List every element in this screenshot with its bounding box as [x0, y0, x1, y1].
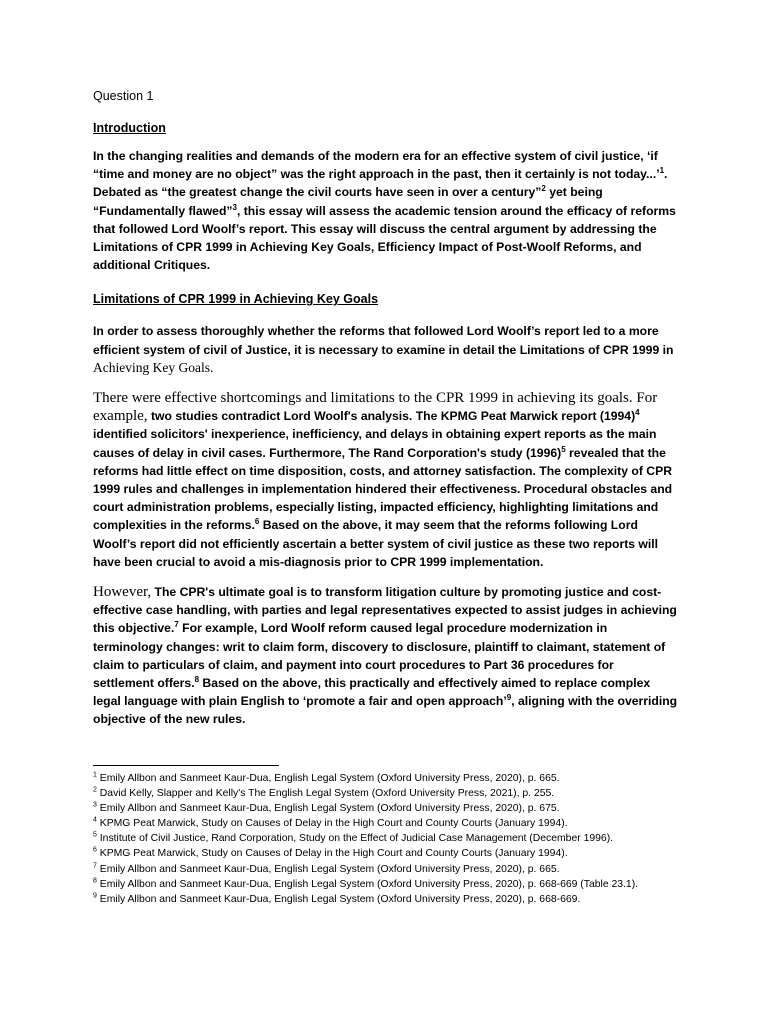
cpr-goal-paragraph: [93, 583, 678, 729]
cpr-goal-text-4: , aligning with the overriding objective of the new rules.: [93, 694, 678, 727]
intro-text-1: In the changing realities and demands of the modern era for an effective system of civil justice, ‘if “time and money are no object” was the right approach in the past, then it certainly is not today...’: [93, 149, 660, 182]
question-label: Question 1: [93, 89, 154, 103]
footnote-number: 8: [93, 877, 97, 885]
footnote-number: 1: [93, 771, 97, 779]
shortcomings-text-4: Based on the above, it may seem that the reforms following Lord Woolf’s report did not efficiently ascertain a better system of civil justice as these two reports will have been crucial to avoid a mis-diagnosis prior to CPR 1999 implementation.: [93, 518, 659, 569]
footnote-text: David Kelly, Slapper and Kelly's The English Legal System (Oxford University Press, 2021), p. 255.: [96, 788, 555, 800]
intro-text-4: , this essay will assess the academic tension around the efficacy of reforms that followed Lord Woolf’s report. This essay will discuss the central argument by addressing the Limitations of CPR 1999 in Achieving Key Goals, Efficiency Impact of Post-Woolf Reforms, and additional Critiques.: [93, 203, 676, 273]
intro-text-3: yet being “Fundamentally flawed”: [93, 185, 603, 218]
introduction-paragraph: [93, 147, 678, 274]
footnote-ref-1: 1: [659, 166, 665, 176]
cpr-goal-text-1: The CPR's ultimate goal is to transform litigation culture by promoting justice and cost-effective case handling, with parties and legal representatives expected to assist judges in achieving this objective.: [93, 585, 677, 636]
footnote-item: [93, 892, 678, 907]
footnote-ref-5: 5: [561, 444, 566, 454]
limitations-heading: Limitations of CPR 1999 in Achieving Key Goals: [93, 292, 379, 307]
footnote-number: 9: [93, 892, 97, 900]
footnote-text: Emily Allbon and Sanmeet Kaur-Dua, English Legal System (Oxford University Press, 2020), p. 665.: [96, 773, 560, 784]
shortcomings-text-3: revealed that the reforms had little effect on time disposition, costs, and attorney satisfaction. The complexity of CPR 1999 rules and challenges in implementation hindered their effectiveness. Procedural obstacles and court administration problems, especially listing, impacted efficiency, highlighting limitations and complexities in the reforms.: [93, 445, 673, 533]
document-body: [93, 87, 678, 741]
footnote-number: 5: [93, 831, 97, 839]
footnote-separator: [93, 765, 279, 766]
footnote-item: [93, 801, 678, 816]
limitations-intro-tail: Achieving Key Goals.: [93, 359, 214, 375]
shortcomings-paragraph: [93, 389, 678, 571]
limitations-intro-text: In order to assess thoroughly whether the reforms that followed Lord Woolf’s report led to a more efficient system of civil of Justice, it is necessary to examine in detail the Limitations of CPR 1999 in: [93, 324, 674, 357]
footnote-text: Emily Allbon and Sanmeet Kaur-Dua, English Legal System (Oxford University Press, 2020), p. 665.: [96, 863, 560, 875]
footnote-number: 6: [93, 847, 97, 854]
footnote-number: 2: [93, 786, 97, 794]
footnote-item: [93, 877, 678, 892]
shortcomings-lead: There were effective shortcomings and limitations to the CPR 1999 in achieving its goals. For example,: [93, 390, 658, 425]
introduction-heading: Introduction: [93, 121, 166, 135]
footnote-ref-7: 7: [174, 620, 179, 630]
cpr-goal-lead: However,: [93, 584, 152, 601]
footnote-ref-4: 4: [635, 408, 640, 418]
footnote-item: [93, 831, 678, 846]
footnote-text: KPMG Peat Marwick, Study on Causes of Delay in the High Court and County Courts (January 1994).: [96, 848, 568, 860]
footnote-ref-8: 8: [194, 675, 200, 685]
cpr-goal-text-2: For example, Lord Woolf reform caused legal procedure modernization in terminology changes: writ to claim form, discovery to disclosure, plaintiff to claimant, statement of claim to particulars of claim, and payment into court procedures to Part 36 procedures for settlement offers.: [93, 621, 666, 691]
footnote-item: [93, 846, 678, 861]
footnote-number: 4: [93, 816, 97, 824]
footnotes-section: [93, 771, 678, 907]
footnote-ref-3: 3: [232, 202, 237, 212]
footnote-item: [93, 816, 678, 831]
footnote-item: [93, 862, 678, 877]
footnote-text: Institute of Civil Justice, Rand Corporation, Study on the Effect of Judicial Case Management (December 1996).: [96, 833, 614, 845]
footnote-text: Emily Allbon and Sanmeet Kaur-Dua, English Legal System (Oxford University Press, 2020), p. 668-669.: [96, 893, 581, 905]
footnote-number: 3: [93, 801, 97, 809]
footnote-number: 7: [93, 862, 97, 870]
intro-text-2: . Debated as “the greatest change the civil courts have seen in over a century”: [93, 167, 668, 200]
limitations-intro-paragraph: [93, 322, 678, 377]
footnote-text: KPMG Peat Marwick, Study on Causes of Delay in the High Court and County Courts (January 1994).: [96, 818, 568, 830]
footnote-text: Emily Allbon and Sanmeet Kaur-Dua, English Legal System (Oxford University Press, 2020), p. 668-669 (Table 23.1).: [96, 878, 639, 890]
footnote-ref-9: 9: [506, 693, 512, 703]
footnote-text: Emily Allbon and Sanmeet Kaur-Dua, English Legal System (Oxford University Press, 2020), p. 675.: [96, 803, 560, 815]
footnote-ref-6: 6: [254, 517, 260, 527]
cpr-goal-text-3: Based on the above, this practically and effectively aimed to replace complex legal language with plain English to ‘promote a fair and open approach’: [93, 676, 651, 709]
footnote-ref-2: 2: [541, 184, 546, 194]
shortcomings-text-2: identified solicitors' inexperience, inefficiency, and delays in obtaining expert reports as the main causes of delay in civil cases. Furthermore, The Rand Corporation's study (1996): [93, 427, 657, 460]
footnote-item: [93, 786, 678, 801]
shortcomings-text-1: two studies contradict Lord Woolf's analysis. The KPMG Peat Marwick report (1994): [147, 409, 636, 424]
footnote-item: [93, 771, 678, 786]
